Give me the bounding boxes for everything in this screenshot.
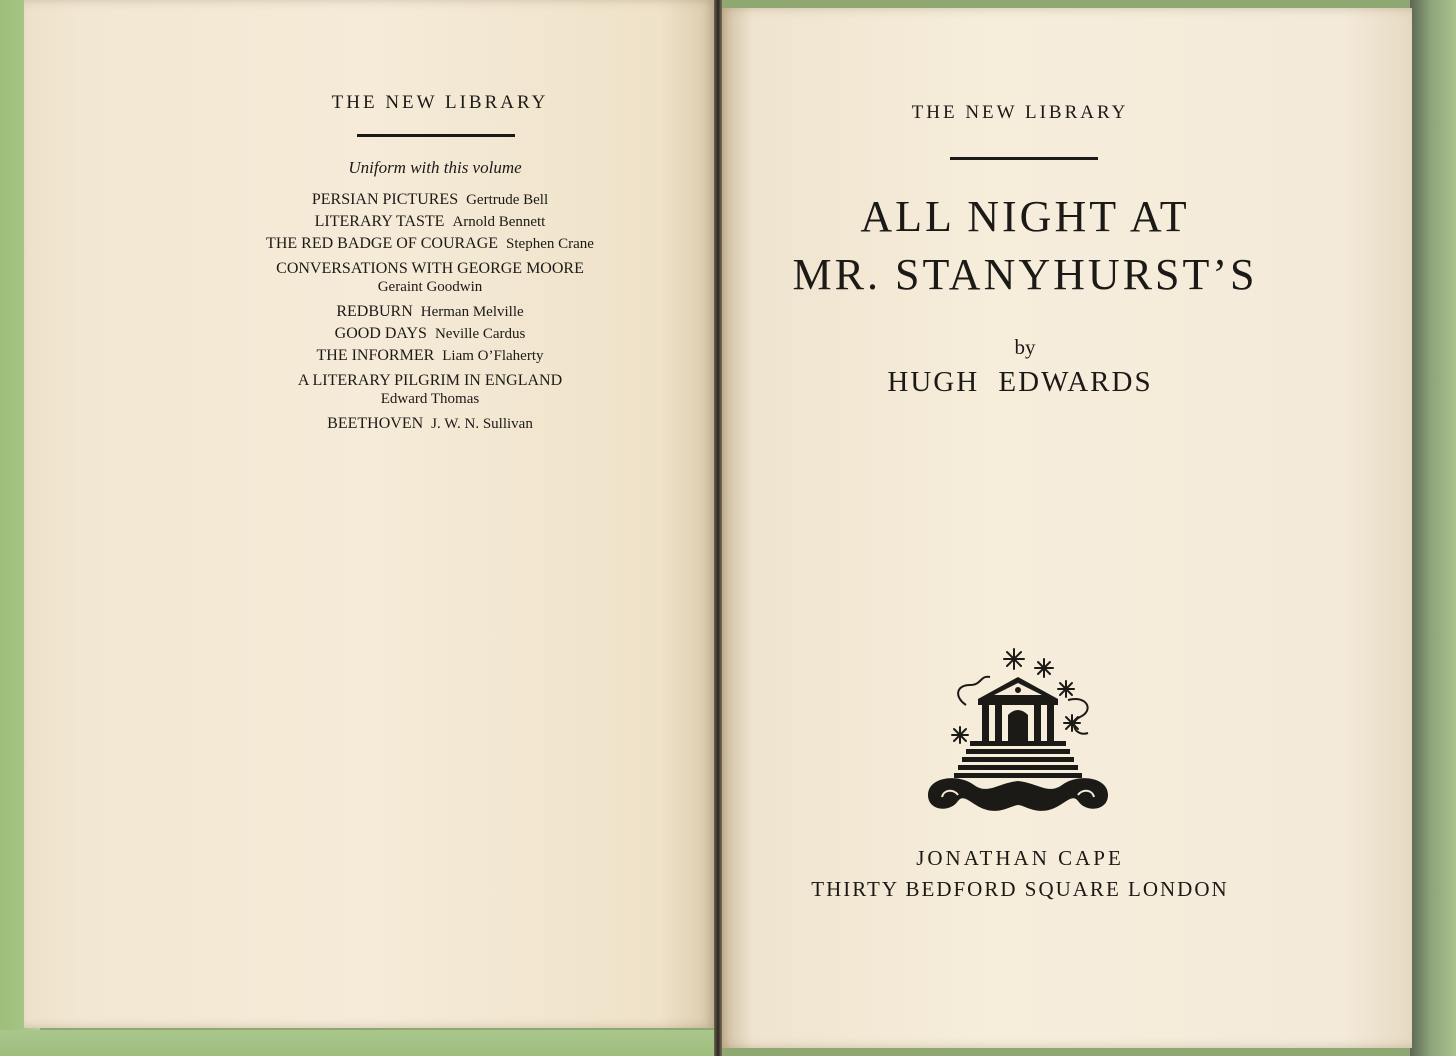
uniform-heading: Uniform with this volume [348,158,522,177]
book-entry [210,370,650,407]
book-author: Edward Thomas [380,391,480,407]
publisher-device-icon [918,645,1118,825]
book-title: LITERARY TASTE [314,213,445,230]
book-cloth-bottom-edge [0,1030,720,1056]
book-author: Liam O’Flaherty [442,348,544,364]
book-cloth-right-edge [1410,0,1456,1056]
book-title-heading [740,188,1310,304]
book-title: A LITERARY PILGRIM IN ENGLAND [297,372,563,389]
book-title: REDBURN [336,303,413,320]
book-title: THE RED BADGE OF COURAGE [266,235,499,252]
book-title: BEETHOVEN [327,415,424,432]
publisher-address: THIRTY BEDFORD SQUARE LONDON [811,877,1229,901]
book-entry [210,323,650,345]
book-entry [210,301,650,323]
book-author: Herman Melville [420,304,524,320]
book-gutter [714,0,722,1056]
right-series-name: THE NEW LIBRARY [911,102,1129,123]
book-title: CONVERSATIONS WITH GEORGE MOORE [276,260,584,277]
book-entry [210,189,650,211]
book-author: Geraint Goodwin [377,279,483,295]
book-author: J. W. N. Sullivan [431,416,533,432]
by-line: by [1014,335,1036,359]
book-entry [210,258,650,295]
book-author: Neville Cardus [434,326,526,342]
book-title: THE INFORMER [316,347,435,364]
book-entry [210,413,650,435]
book-entry [210,211,650,233]
right-rule [950,157,1098,160]
title-line-2: MR. STANYHURST’S [792,250,1258,299]
left-series-name: THE NEW LIBRARY [331,92,549,113]
author-name: HUGH EDWARDS [887,366,1153,398]
left-rule [357,134,515,137]
book-entry [210,345,650,367]
book-list [210,189,650,435]
book-entry [210,233,650,255]
publisher-name: JONATHAN CAPE [916,846,1124,870]
book-title: GOOD DAYS [334,325,427,342]
book-author: Stephen Crane [506,236,594,252]
book-title: PERSIAN PICTURES [311,191,459,208]
book-author: Gertrude Bell [466,192,549,208]
title-line-1: ALL NIGHT AT [860,192,1190,241]
left-page [24,0,716,1028]
book-author: Arnold Bennett [452,214,546,230]
